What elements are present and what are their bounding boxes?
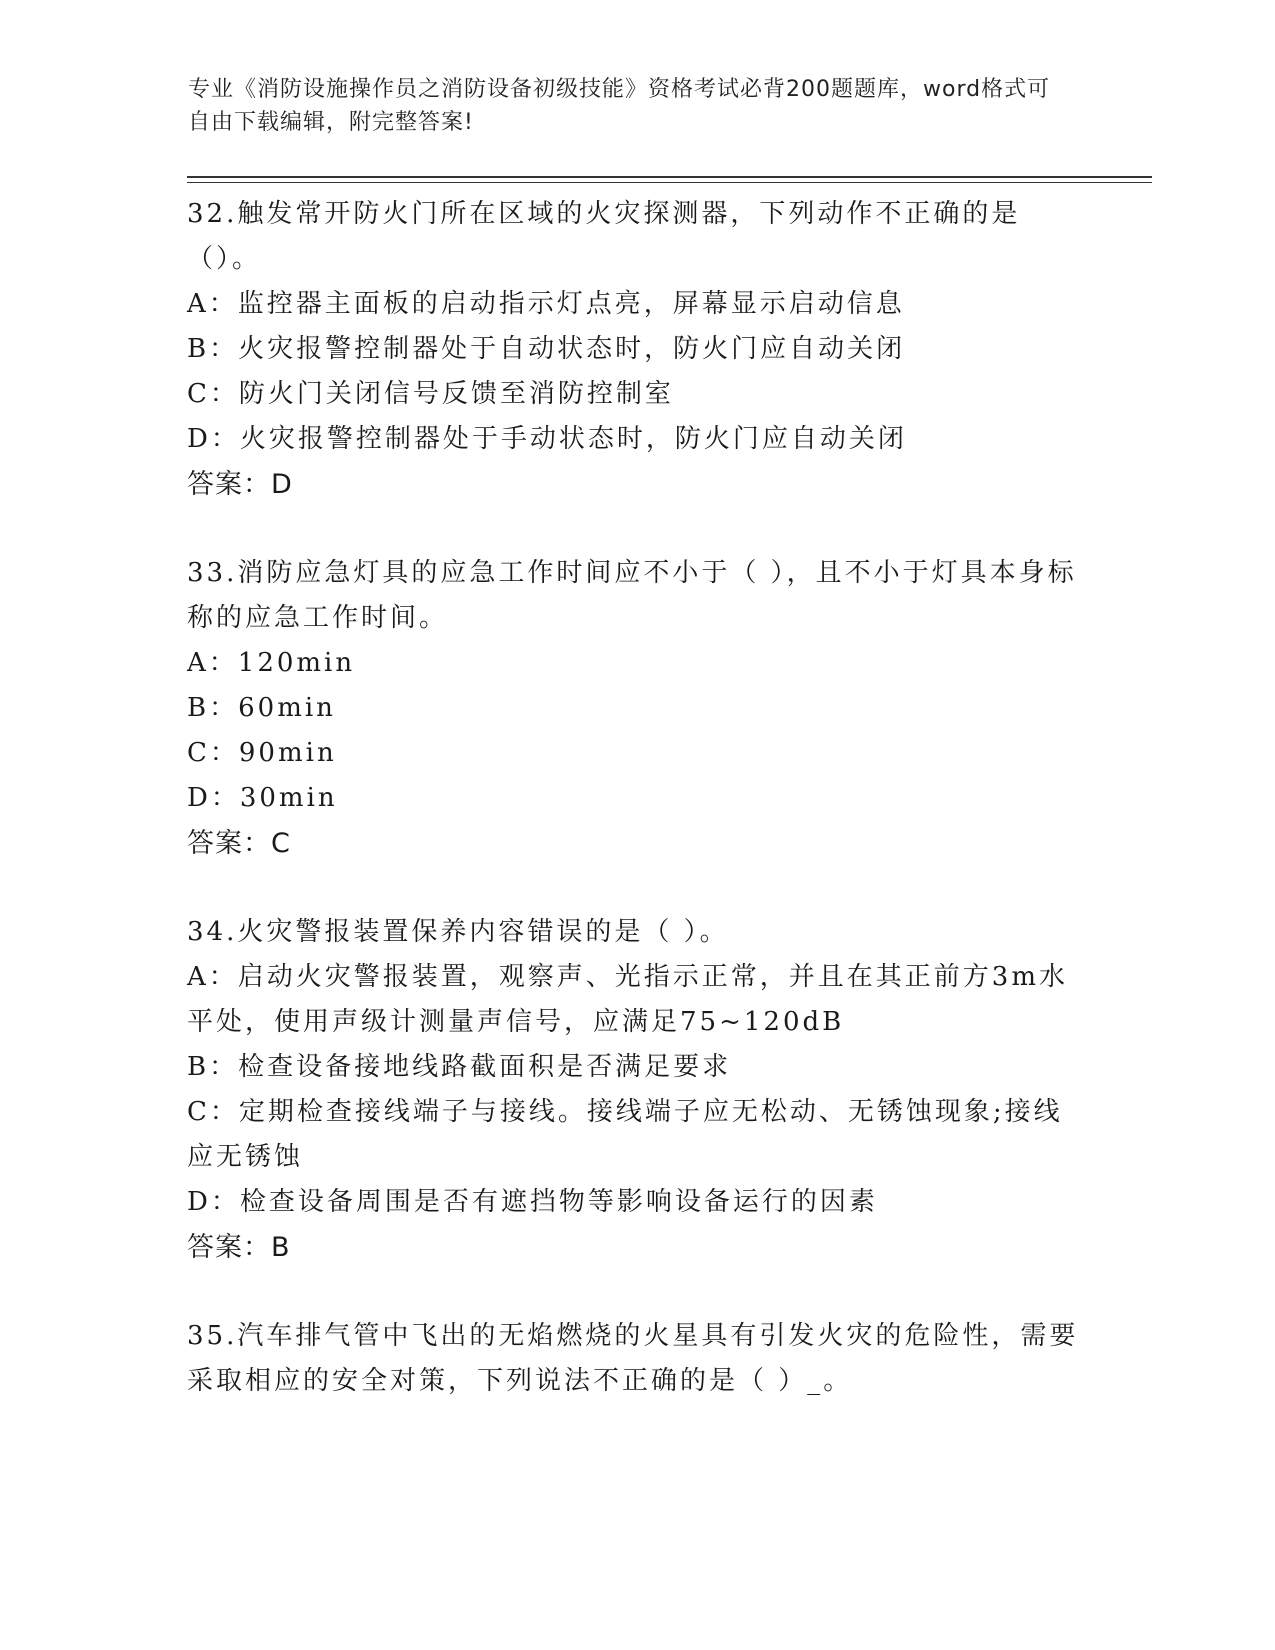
question-stem: 32.触发常开防火门所在区域的火灾探测器，下列动作不正确的是（）。 (187, 199, 1021, 274)
question-stem: 34.火灾警报装置保养内容错误的是（ ）。 (187, 917, 729, 947)
option-d: D：30min (187, 783, 338, 813)
header-divider (187, 176, 1152, 183)
option-a: A：启动火灾警报装置，观察声、光指示正常，并且在其正前方3m水平处，使用声级计测量声信号，应满足75~120dB (187, 962, 1068, 1037)
question-35 (187, 1314, 1087, 1404)
answer-line: 答案：C (187, 828, 291, 859)
option-a: A：120min (187, 648, 356, 678)
question-32 (187, 192, 1087, 507)
document-header: 专业《消防设施操作员之消防设备初级技能》资格考试必背200题题库，word格式可自由下载编辑，附完整答案! (188, 77, 1051, 135)
question-34 (187, 910, 1087, 1270)
option-c: C：90min (187, 738, 337, 768)
option-d: D：火灾报警控制器处于手动状态时，防火门应自动关闭 (187, 424, 907, 454)
option-a: A：监控器主面板的启动指示灯点亮，屏幕显示启动信息 (187, 289, 905, 319)
question-stem: 33.消防应急灯具的应急工作时间应不小于（ ），且不小于灯具本身标称的应急工作时间。 (187, 558, 1077, 633)
option-c: C：定期检查接线端子与接线。接线端子应无松动、无锈蚀现象;接线应无锈蚀 (187, 1097, 1063, 1172)
option-b: B：火灾报警控制器处于自动状态时，防火门应自动关闭 (187, 334, 906, 364)
question-list (187, 192, 1087, 1448)
question-33 (187, 551, 1087, 866)
option-d: D：检查设备周围是否有遮挡物等影响设备运行的因素 (187, 1187, 878, 1217)
option-c: C：防火门关闭信号反馈至消防控制室 (187, 379, 674, 409)
question-stem: 35.汽车排气管中飞出的无焰燃烧的火星具有引发火灾的危险性，需要采取相应的安全对策，下列说法不正确的是（ ）_。 (187, 1321, 1079, 1396)
answer-line: 答案：D (187, 469, 293, 500)
option-b: B：检查设备接地线路截面积是否满足要求 (187, 1052, 732, 1082)
answer-line: 答案：B (187, 1232, 291, 1263)
option-b: B：60min (187, 693, 336, 723)
